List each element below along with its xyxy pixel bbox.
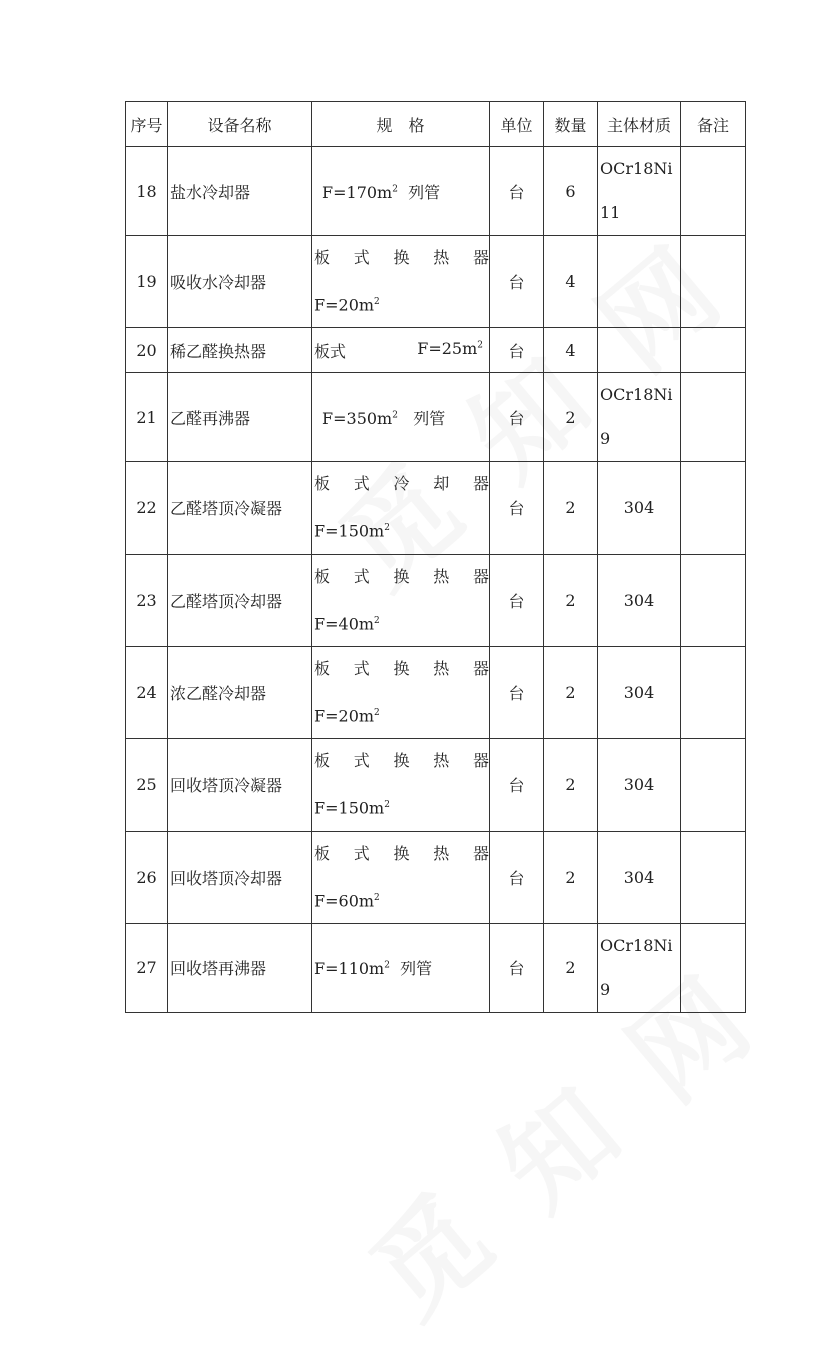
superscript: 2 (384, 523, 390, 534)
row-no: 20 (126, 328, 168, 373)
spec-type: 板式 (314, 341, 347, 361)
spec-word: 式 (353, 658, 370, 678)
spec-area: F=60m (314, 890, 375, 910)
spec-area-line (312, 783, 489, 830)
spec-word: 器 (472, 843, 489, 863)
spec-area: F=150m (314, 798, 385, 818)
row-qty: 2 (544, 646, 598, 738)
spec-words (312, 462, 489, 506)
spec-word: 热 (433, 658, 450, 678)
superscript: 2 (374, 615, 380, 626)
spec-words (312, 236, 489, 280)
row-note (681, 739, 746, 831)
row-no: 23 (126, 554, 168, 646)
spec-word: 式 (353, 751, 370, 771)
row-qty: 4 (544, 328, 598, 373)
row-unit: 台 (490, 462, 544, 554)
spec-area: F=40m (314, 613, 375, 633)
material-text: OCr18Ni9 (600, 935, 673, 999)
row-note (681, 147, 746, 236)
row-spec (312, 462, 490, 554)
table-row (126, 739, 746, 831)
spec-word: 式 (353, 474, 370, 494)
row-unit: 台 (490, 831, 544, 923)
row-spec (312, 236, 490, 328)
row-name: 回收塔顶冷凝器 (168, 739, 312, 831)
row-unit: 台 (490, 373, 544, 462)
table-row (126, 373, 746, 462)
spec-word: 板 (314, 751, 331, 771)
header-row (126, 102, 746, 147)
table-row (126, 147, 746, 236)
header-qty: 数量 (544, 102, 598, 147)
row-qty: 6 (544, 147, 598, 236)
row-unit: 台 (490, 554, 544, 646)
row-unit: 台 (490, 147, 544, 236)
spec-type: 列管 (400, 959, 433, 979)
row-no: 25 (126, 739, 168, 831)
row-unit: 台 (490, 646, 544, 738)
table-row (126, 923, 746, 1012)
spec-area-line (312, 599, 489, 646)
spec-word: 器 (472, 751, 489, 771)
row-name: 乙醛塔顶冷凝器 (168, 462, 312, 554)
row-unit: 台 (490, 923, 544, 1012)
row-name: 浓乙醛冷却器 (168, 646, 312, 738)
equipment-table (125, 101, 746, 1013)
superscript: 2 (384, 961, 390, 972)
spec-word: 热 (433, 843, 450, 863)
row-no: 19 (126, 236, 168, 328)
spec-line (312, 339, 489, 362)
spec-area-line (312, 506, 489, 553)
row-name: 回收塔顶冷却器 (168, 831, 312, 923)
material-text: OCr18Ni9 (600, 385, 673, 449)
spec-area: F=20m (314, 295, 375, 315)
superscript: 2 (384, 800, 390, 811)
spec-word: 换 (393, 248, 410, 267)
spec-word: 板 (314, 658, 331, 678)
spec-word: 式 (353, 566, 370, 586)
row-note (681, 462, 746, 554)
spec-words (312, 832, 489, 876)
spec-word: 式 (353, 843, 370, 863)
spec-word: 换 (393, 658, 410, 678)
superscript: 2 (392, 410, 398, 421)
row-material: 304 (598, 739, 681, 831)
row-spec (312, 328, 490, 373)
row-qty: 2 (544, 554, 598, 646)
row-name: 乙醛再沸器 (168, 373, 312, 462)
table-row (126, 236, 746, 328)
row-name: 回收塔再沸器 (168, 923, 312, 1012)
spec-word: 板 (314, 566, 331, 586)
row-note (681, 831, 746, 923)
row-name: 稀乙醛换热器 (168, 328, 312, 373)
spec-word: 热 (433, 248, 450, 267)
row-unit: 台 (490, 739, 544, 831)
spec-word: 冷 (393, 474, 410, 494)
spec-word: 热 (433, 566, 450, 586)
row-no: 22 (126, 462, 168, 554)
row-spec (312, 923, 490, 1012)
row-qty: 4 (544, 236, 598, 328)
spec-area: F=110m (314, 959, 385, 979)
row-spec (312, 147, 490, 236)
superscript: 2 (392, 184, 398, 195)
material-text: OCr18Ni11 (600, 159, 673, 222)
spec-word: 换 (393, 751, 410, 771)
row-material: 304 (598, 462, 681, 554)
spec-type: 列管 (408, 182, 441, 202)
row-qty: 2 (544, 923, 598, 1012)
superscript: 2 (477, 340, 483, 351)
row-spec (312, 646, 490, 738)
row-qty: 2 (544, 462, 598, 554)
spec-area: F=170m (322, 182, 393, 202)
spec-word: 换 (393, 566, 410, 586)
spec-word: 器 (472, 658, 489, 678)
spec-type: 列管 (413, 408, 446, 428)
header-material: 主体材质 (598, 102, 681, 147)
spec-words (312, 647, 489, 691)
row-no: 26 (126, 831, 168, 923)
superscript: 2 (374, 892, 380, 903)
table-row (126, 328, 746, 373)
row-material: 304 (598, 831, 681, 923)
spec-word: 热 (433, 751, 450, 771)
row-note (681, 554, 746, 646)
row-material (598, 147, 681, 236)
superscript: 2 (374, 707, 380, 718)
spec-words (312, 739, 489, 783)
spec-word: 器 (472, 248, 489, 267)
header-spec: 规 格 (312, 102, 490, 147)
row-note (681, 923, 746, 1012)
superscript: 2 (374, 297, 380, 307)
row-spec (312, 373, 490, 462)
header-note: 备注 (681, 102, 746, 147)
row-unit: 台 (490, 328, 544, 373)
table-row (126, 646, 746, 738)
header-unit: 单位 (490, 102, 544, 147)
spec-word: 板 (314, 843, 331, 863)
spec-area-line (312, 691, 489, 738)
spec-area-wrap (417, 339, 483, 362)
row-spec (312, 739, 490, 831)
row-name: 乙醛塔顶冷却器 (168, 554, 312, 646)
row-note (681, 646, 746, 738)
spec-area: F=350m (322, 408, 393, 428)
row-material (598, 328, 681, 373)
row-note (681, 373, 746, 462)
row-no: 21 (126, 373, 168, 462)
table-row (126, 831, 746, 923)
spec-area: F=20m (314, 706, 375, 726)
row-note (681, 236, 746, 328)
row-no: 27 (126, 923, 168, 1012)
row-material: 304 (598, 554, 681, 646)
row-qty: 2 (544, 373, 598, 462)
spec-word: 板 (314, 248, 331, 267)
spec-word: 板 (314, 474, 331, 494)
row-qty: 2 (544, 739, 598, 831)
row-spec (312, 554, 490, 646)
spec-word: 却 (433, 474, 450, 494)
row-no: 18 (126, 147, 168, 236)
table-row (126, 554, 746, 646)
spec-word: 式 (353, 248, 370, 267)
row-material (598, 373, 681, 462)
spec-area-line (312, 280, 489, 327)
row-material (598, 236, 681, 328)
header-no: 序号 (126, 102, 168, 147)
spec-word: 器 (472, 566, 489, 586)
spec-area-line (312, 876, 489, 923)
spec-words (312, 555, 489, 599)
spec-area: F=150m (314, 521, 385, 541)
row-spec (312, 831, 490, 923)
row-material (598, 923, 681, 1012)
row-qty: 2 (544, 831, 598, 923)
header-name: 设备名称 (168, 102, 312, 147)
spec-word: 器 (472, 474, 489, 494)
row-note (681, 328, 746, 373)
row-material: 304 (598, 646, 681, 738)
row-no: 24 (126, 646, 168, 738)
row-name: 吸收水冷却器 (168, 236, 312, 328)
table-row (126, 462, 746, 554)
spec-word: 换 (393, 843, 410, 863)
spec-area: F=25m (417, 338, 478, 358)
row-name: 盐水冷却器 (168, 147, 312, 236)
row-unit: 台 (490, 236, 544, 328)
